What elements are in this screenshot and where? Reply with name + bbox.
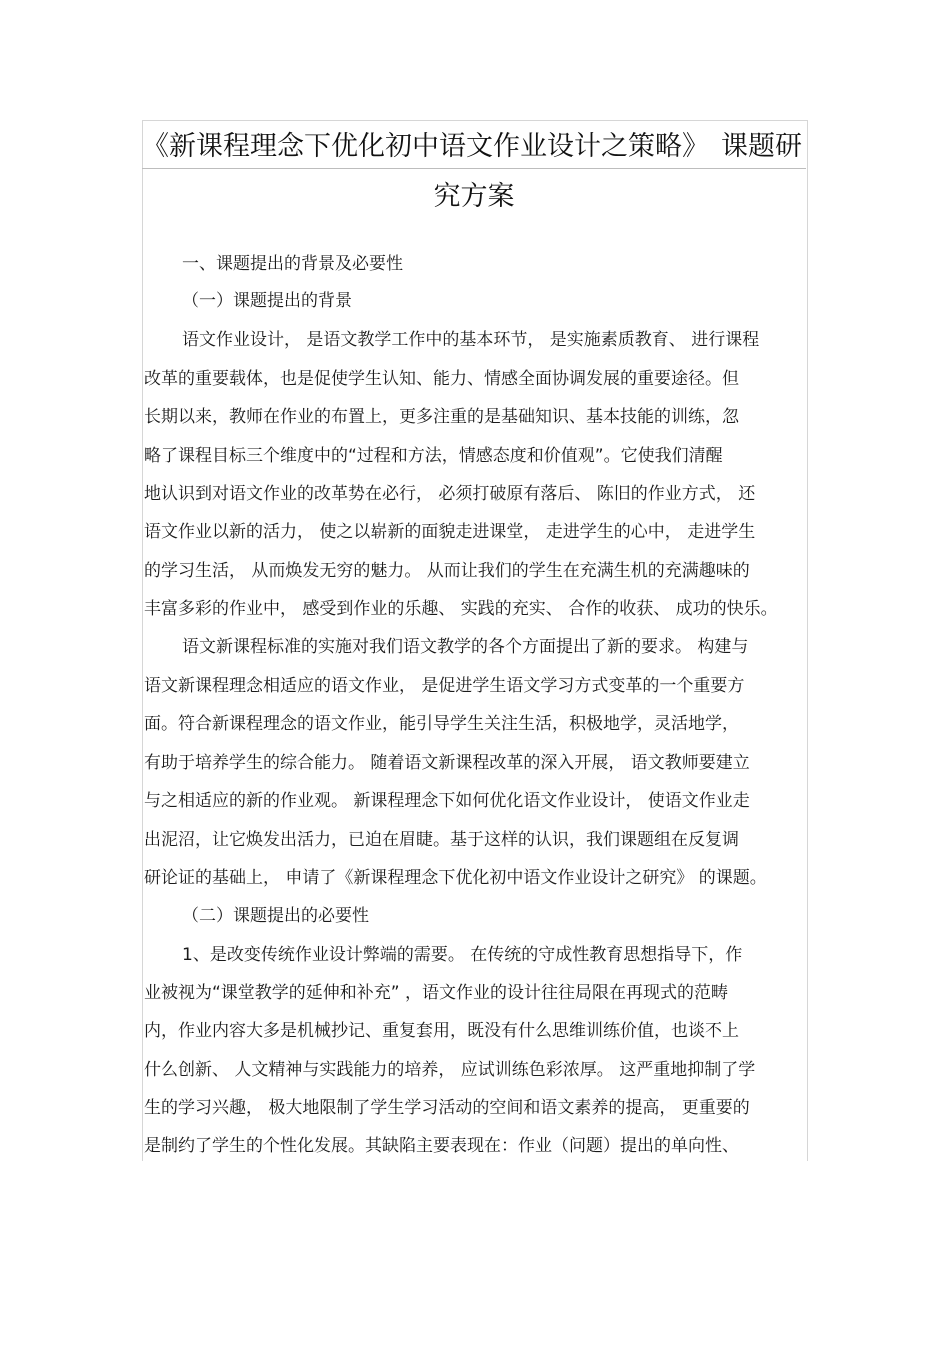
paragraph-line: 出泥沼，让它焕发出活力，已迫在眉睫。基于这样的认识，我们课题组在反复调 <box>144 830 739 850</box>
paragraph-line: 业被视为“课堂教学的延伸和补充” ，语文作业的设计往往局限在再现式的范畴 <box>144 983 729 1003</box>
paragraph-line: 有助于培养学生的综合能力。 随着语文新课程改革的深入开展， 语文教师要建立 <box>144 753 750 773</box>
section-heading: 一、课题提出的背景及必要性 <box>182 254 403 274</box>
paragraph-line: 什么创新、 人文精神与实践能力的培养， 应试训练色彩浓厚。 这严重地抑制了学 <box>144 1060 756 1080</box>
paragraph-line: 1、是改变传统作业设计弊端的需要。 在传统的守成性教育思想指导下，作 <box>182 945 743 965</box>
paragraph-line: 内，作业内容大多是机械抄记、重复套用，既没有什么思维训练价值，也谈不上 <box>144 1021 739 1041</box>
subsection-heading: （二）课题提出的必要性 <box>182 906 369 926</box>
paragraph-line: 研论证的基础上， 申请了《新课程理念下优化初中语文作业设计之研究》 的课题。 <box>144 868 767 888</box>
title-tail: 课题研 <box>721 131 802 162</box>
paragraph-line: 地认识到对语文作业的改革势在必行， 必须打破原有落后、 陈旧的作业方式， 还 <box>144 484 756 504</box>
paragraph-line: 语文作业以新的活力， 使之以崭新的面貌走进课堂， 走进学生的心中， 走进学生 <box>144 522 756 542</box>
paragraph-line: 生的学习兴趣， 极大地限制了学生学习活动的空间和语文素养的提高， 更重要的 <box>144 1098 750 1118</box>
paragraph-line: 语文新课程标准的实施对我们语文教学的各个方面提出了新的要求。 构建与 <box>182 637 749 657</box>
subsection-heading: （一）课题提出的背景 <box>182 291 352 311</box>
paragraph-line: 略了课程目标三个维度中的“过程和方法，情感态度和价值观”。它使我们清醒 <box>144 446 723 466</box>
title-divider <box>142 168 806 169</box>
paragraph-line: 长期以来，教师在作业的布置上，更多注重的是基础知识、基本技能的训练，忽 <box>144 407 739 427</box>
paragraph-line: 是制约了学生的个性化发展。其缺陷主要表现在：作业（问题）提出的单向性、 <box>144 1136 739 1156</box>
document-title-line-2: 究方案 <box>433 181 515 212</box>
title-main: 《新课程理念下优化初中语文作业设计之策略》 <box>142 131 709 162</box>
paragraph-line: 语文新课程理念相适应的语文作业， 是促进学生语文学习方式变革的一个重要方 <box>144 676 745 696</box>
paragraph-line: 与之相适应的新的作业观。 新课程理念下如何优化语文作业设计， 使语文作业走 <box>144 791 750 811</box>
paragraph-line: 的学习生活， 从而焕发无穷的魅力。 从而让我们的学生在充满生机的充满趣味的 <box>144 561 750 581</box>
paragraph-line: 面。符合新课程理念的语文作业，能引导学生关注生活，积极地学，灵活地学， <box>144 714 739 734</box>
paragraph-line: 改革的重要载体，也是促使学生认知、能力、情感全面协调发展的重要途径。但 <box>144 369 739 389</box>
paragraph-line: 语文作业设计， 是语文教学工作中的基本环节， 是实施素质教育、 进行课程 <box>182 330 760 350</box>
document-title-line-1 <box>142 130 806 164</box>
paragraph-line: 丰富多彩的作业中， 感受到作业的乐趣、 实践的充实、 合作的收获、 成功的快乐。 <box>144 599 778 619</box>
